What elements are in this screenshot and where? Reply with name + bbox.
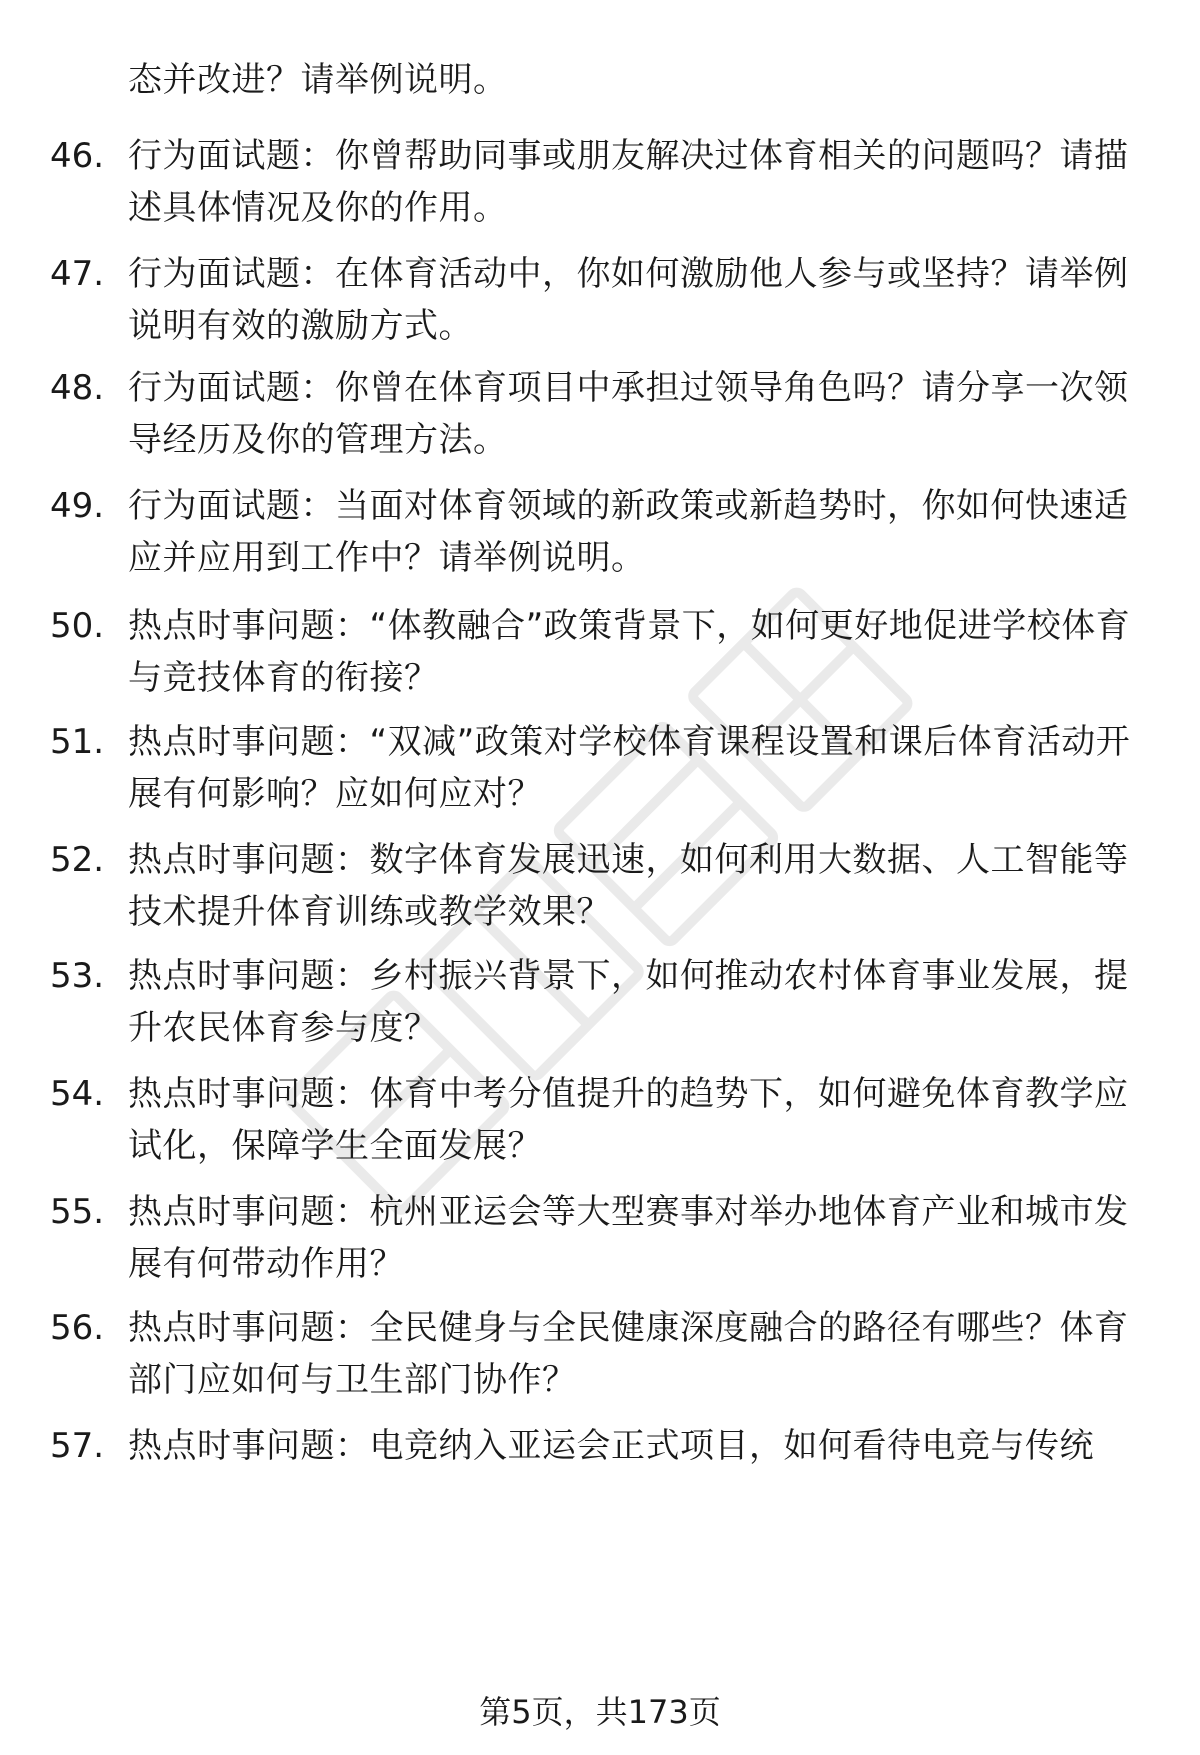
item-text: 行为面试题：当面对体育领域的新政策或新趋势时，你如何快速适应并应用到工作中？请举例说明。 bbox=[128, 486, 1129, 578]
page-footer: 第5页，共173页 bbox=[479, 1693, 721, 1731]
item-text: 热点时事问题：乡村振兴背景下，如何推动农村体育事业发展，提升农民体育参与度？ bbox=[128, 956, 1129, 1048]
item-text: 行为面试题：在体育活动中，你如何激励他人参与或坚持？请举例说明有效的激励方式。 bbox=[128, 254, 1129, 346]
item-number: 56. bbox=[50, 1308, 105, 1348]
item-number: 51. bbox=[50, 722, 105, 762]
item-number: 46. bbox=[50, 136, 105, 176]
item-text: 热点时事问题：电竞纳入亚运会正式项目，如何看待电竞与传统 bbox=[128, 1426, 1094, 1466]
item-text: 热点时事问题：杭州亚运会等大型赛事对举办地体育产业和城市发展有何带动作用？ bbox=[128, 1192, 1129, 1284]
item-text: 热点时事问题：数字体育发展迅速，如何利用大数据、人工智能等技术提升体育训练或教学效果？ bbox=[128, 840, 1129, 932]
item-number: 52. bbox=[50, 840, 105, 880]
item-text: 热点时事问题：体育中考分值提升的趋势下，如何避免体育教学应试化，保障学生全面发展？ bbox=[128, 1074, 1129, 1166]
item-text: 热点时事问题：“体教融合”政策背景下，如何更好地促进学校体育与竞技体育的衔接？ bbox=[128, 606, 1131, 698]
item-text: 热点时事问题：“双减”政策对学校体育课程设置和课后体育活动开展有何影响？应如何应对？ bbox=[128, 722, 1131, 814]
item-text: 行为面试题：你曾在体育项目中承担过领导角色吗？请分享一次领导经历及你的管理方法。 bbox=[128, 368, 1129, 460]
item-text: 行为面试题：你曾帮助同事或朋友解决过体育相关的问题吗？请描述具体情况及你的作用。 bbox=[128, 136, 1129, 228]
continuation-text: 态并改进？请举例说明。 bbox=[128, 60, 508, 100]
item-text: 热点时事问题：全民健身与全民健康深度融合的路径有哪些？体育部门应如何与卫生部门协作？ bbox=[128, 1308, 1129, 1400]
item-number: 50. bbox=[50, 606, 105, 646]
item-number: 54. bbox=[50, 1074, 105, 1114]
item-number: 57. bbox=[50, 1426, 105, 1466]
item-number: 48. bbox=[50, 368, 105, 408]
item-number: 47. bbox=[50, 254, 105, 294]
item-number: 49. bbox=[50, 486, 105, 526]
item-number: 53. bbox=[50, 956, 105, 996]
item-number: 55. bbox=[50, 1192, 105, 1232]
